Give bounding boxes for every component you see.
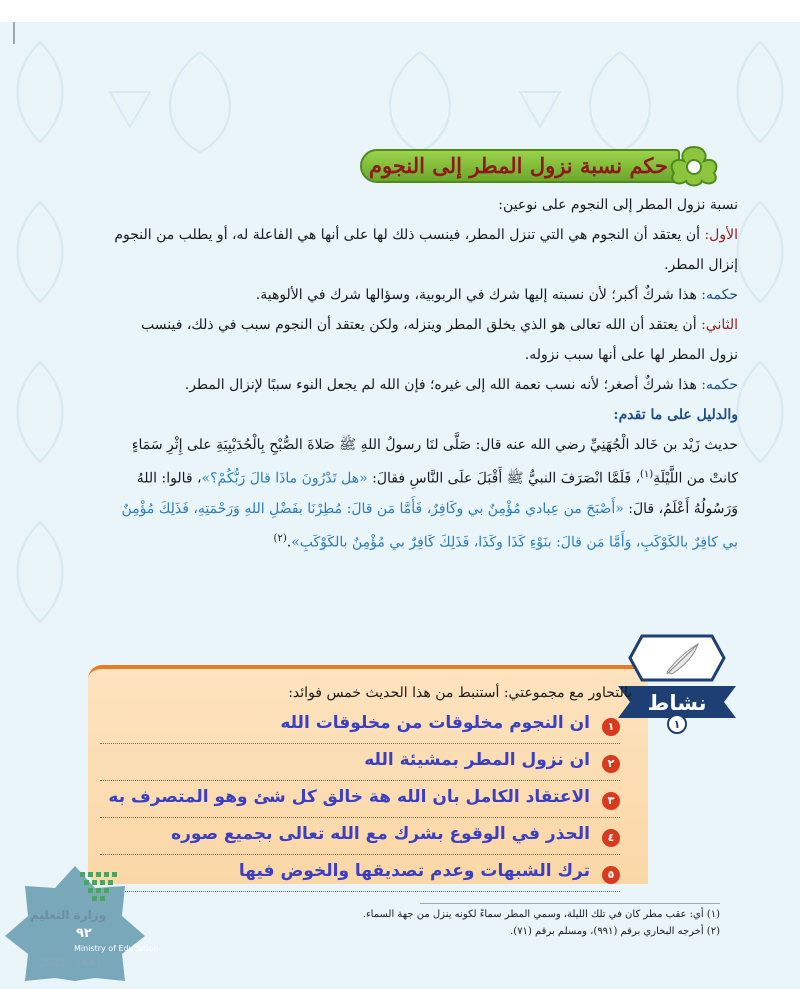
answer-text: الاعتقاد الكامل بان الله هة خالق كل شئ وهو المتصرف به xyxy=(108,787,590,807)
ruling-1-label: حكمه: xyxy=(701,287,738,303)
page-number: ٩٢ xyxy=(76,926,92,941)
answer-text: الحذر في الوقوع بشرك مع الله تعالى بجميع صوره xyxy=(171,824,590,844)
activity-badge xyxy=(612,628,742,738)
ruling-2-text: هذا شركٌ أصغر؛ لأنه نسب نعمة الله إلى غيره؛ فإن الله لم يجعل النوء سببًا لإنزال المطر. xyxy=(184,377,702,393)
answer-text: ترك الشبهات وعدم تصديقها والخوض فيها xyxy=(238,861,590,881)
second-type-text: أن يعتقد أن الله تعالى هو الذي يخلق المطر وينزله، ولكن يعتقد أن النجوم سبب في ذلك، فينسب نزول المطر لها على أنها سبب نزوله. xyxy=(141,317,738,363)
first-type-label: الأول: xyxy=(704,227,738,243)
second-type-label: الثاني: xyxy=(701,317,738,333)
ruling-2-paragraph xyxy=(110,370,738,400)
hadith-quote-1: «هل تَدْرُونَ ماذَا قالَ رَبُّكُمْ؟» xyxy=(201,470,368,487)
footnote-ref-1[interactable]: (١) xyxy=(640,469,654,480)
footnote-ref-2[interactable]: (٢) xyxy=(273,532,287,544)
hadith-text-1: حديث زَيْد بن خَالد الْجُهَنِيِّ رضي الله عنه قال: صَلَّى لنَا رسولُ اللهِ ﷺ صَلاةَ الصُّبْحِ بِالْحُدَيْبِيَةِ على إِثْرِ سَمَاءٍ كانتْ من اللَّيْلَةِ xyxy=(131,437,738,487)
footnote-divider xyxy=(420,903,720,904)
second-type-paragraph xyxy=(110,310,738,370)
ministry-name: وزارة التعليم xyxy=(30,908,107,922)
answer-list xyxy=(100,712,620,897)
answer-text: ان نزول المطر بمشيئة الله xyxy=(364,750,590,770)
section-header xyxy=(360,145,720,185)
first-type-text: أن يعتقد أن النجوم هي التي تنزل المطر، فينسب ذلك لها على أنها هي الفاعلة له، أو يطلب من النجوم إنزال المطر. xyxy=(114,227,738,273)
answer-row[interactable] xyxy=(100,712,620,744)
ministry-name-en: Ministry of Education xyxy=(74,944,159,953)
answer-number: ٥ xyxy=(602,866,620,884)
first-type-paragraph xyxy=(110,220,738,280)
footnote-1: (١) أي: عقب مطر كان في تلك الليلة، وسمي المطر سماءً لكونه ينزل من جهة السماء. xyxy=(362,909,720,920)
answer-text: ان النجوم مخلوقات من مخلوقات الله xyxy=(280,713,590,733)
edition-year: 2021 - 1443 xyxy=(40,958,101,969)
answer-number: ٣ xyxy=(602,792,620,810)
answer-number: ٤ xyxy=(602,829,620,847)
body-text xyxy=(110,190,738,557)
activity-prompt: بالتحاور مع مجموعتي: أستنبط من هذا الحديث خمس فوائد: xyxy=(288,685,632,701)
footnotes xyxy=(300,906,720,940)
answer-row[interactable] xyxy=(100,786,620,818)
ornament-icon xyxy=(668,145,720,187)
hadith-end: . xyxy=(286,534,292,551)
ministry-logo xyxy=(0,858,160,973)
ruling-1-text: هذا شركٌ أكبر؛ لأن نسبته إليها شرك في الربوبية، وسؤالها شرك في الألوهية. xyxy=(255,287,702,303)
hadith-text-2: ، فَلَمَّا انْصَرَفَ النبيُّ ﷺ أَقْبَلَ علَى النَّاسِ فقالَ: xyxy=(367,470,641,487)
activity-number: ١ xyxy=(673,718,681,731)
activity-badge-frame xyxy=(630,636,724,680)
hadith-text-3: ، قالوا: اللهُ وَرَسُولُهُ أَعْلَمُ، قالَ: xyxy=(136,470,738,517)
answer-row[interactable] xyxy=(100,823,620,855)
answer-row[interactable] xyxy=(100,749,620,781)
ruling-2-label: حكمه: xyxy=(701,377,738,393)
section-title: حكم نسبة نزول المطر إلى النجوم xyxy=(368,153,668,178)
hadith-quote-2: «أَصْبَحَ من عِبادي مُؤْمِنٌ بي وكَافِرٌ، فَأَمَّا مَن قالَ: مُطِرْنَا بفَضْلِ اللهِ وَرَحْمَتِهِ، فَذَلِكَ مُؤْمِنٌ بي كافِرٌ بالكَوْكَبِ، وَأَمَّا مَن قالَ: بنَوْءِ كَذَا وكَذَا، فَذَلِكَ كَافِرٌ بي مُؤْمِنٌ بالكَوْكَبِ» xyxy=(121,500,738,551)
answer-number: ٢ xyxy=(602,755,620,773)
footnote-2: (٢) أخرجه البخاري برقم (٩٩١)، ومسلم برقم (٧١). xyxy=(510,926,720,937)
intro-line: نسبة نزول المطر إلى النجوم على نوعين: xyxy=(498,197,738,213)
activity-badge-label: نشاط xyxy=(647,691,707,715)
hadith-paragraph xyxy=(110,430,738,557)
answer-row[interactable] xyxy=(100,860,620,892)
answer-number: ١ xyxy=(602,718,620,736)
ruling-1-paragraph xyxy=(110,280,738,310)
evidence-heading: والدليل على ما تقدم: xyxy=(613,407,738,423)
